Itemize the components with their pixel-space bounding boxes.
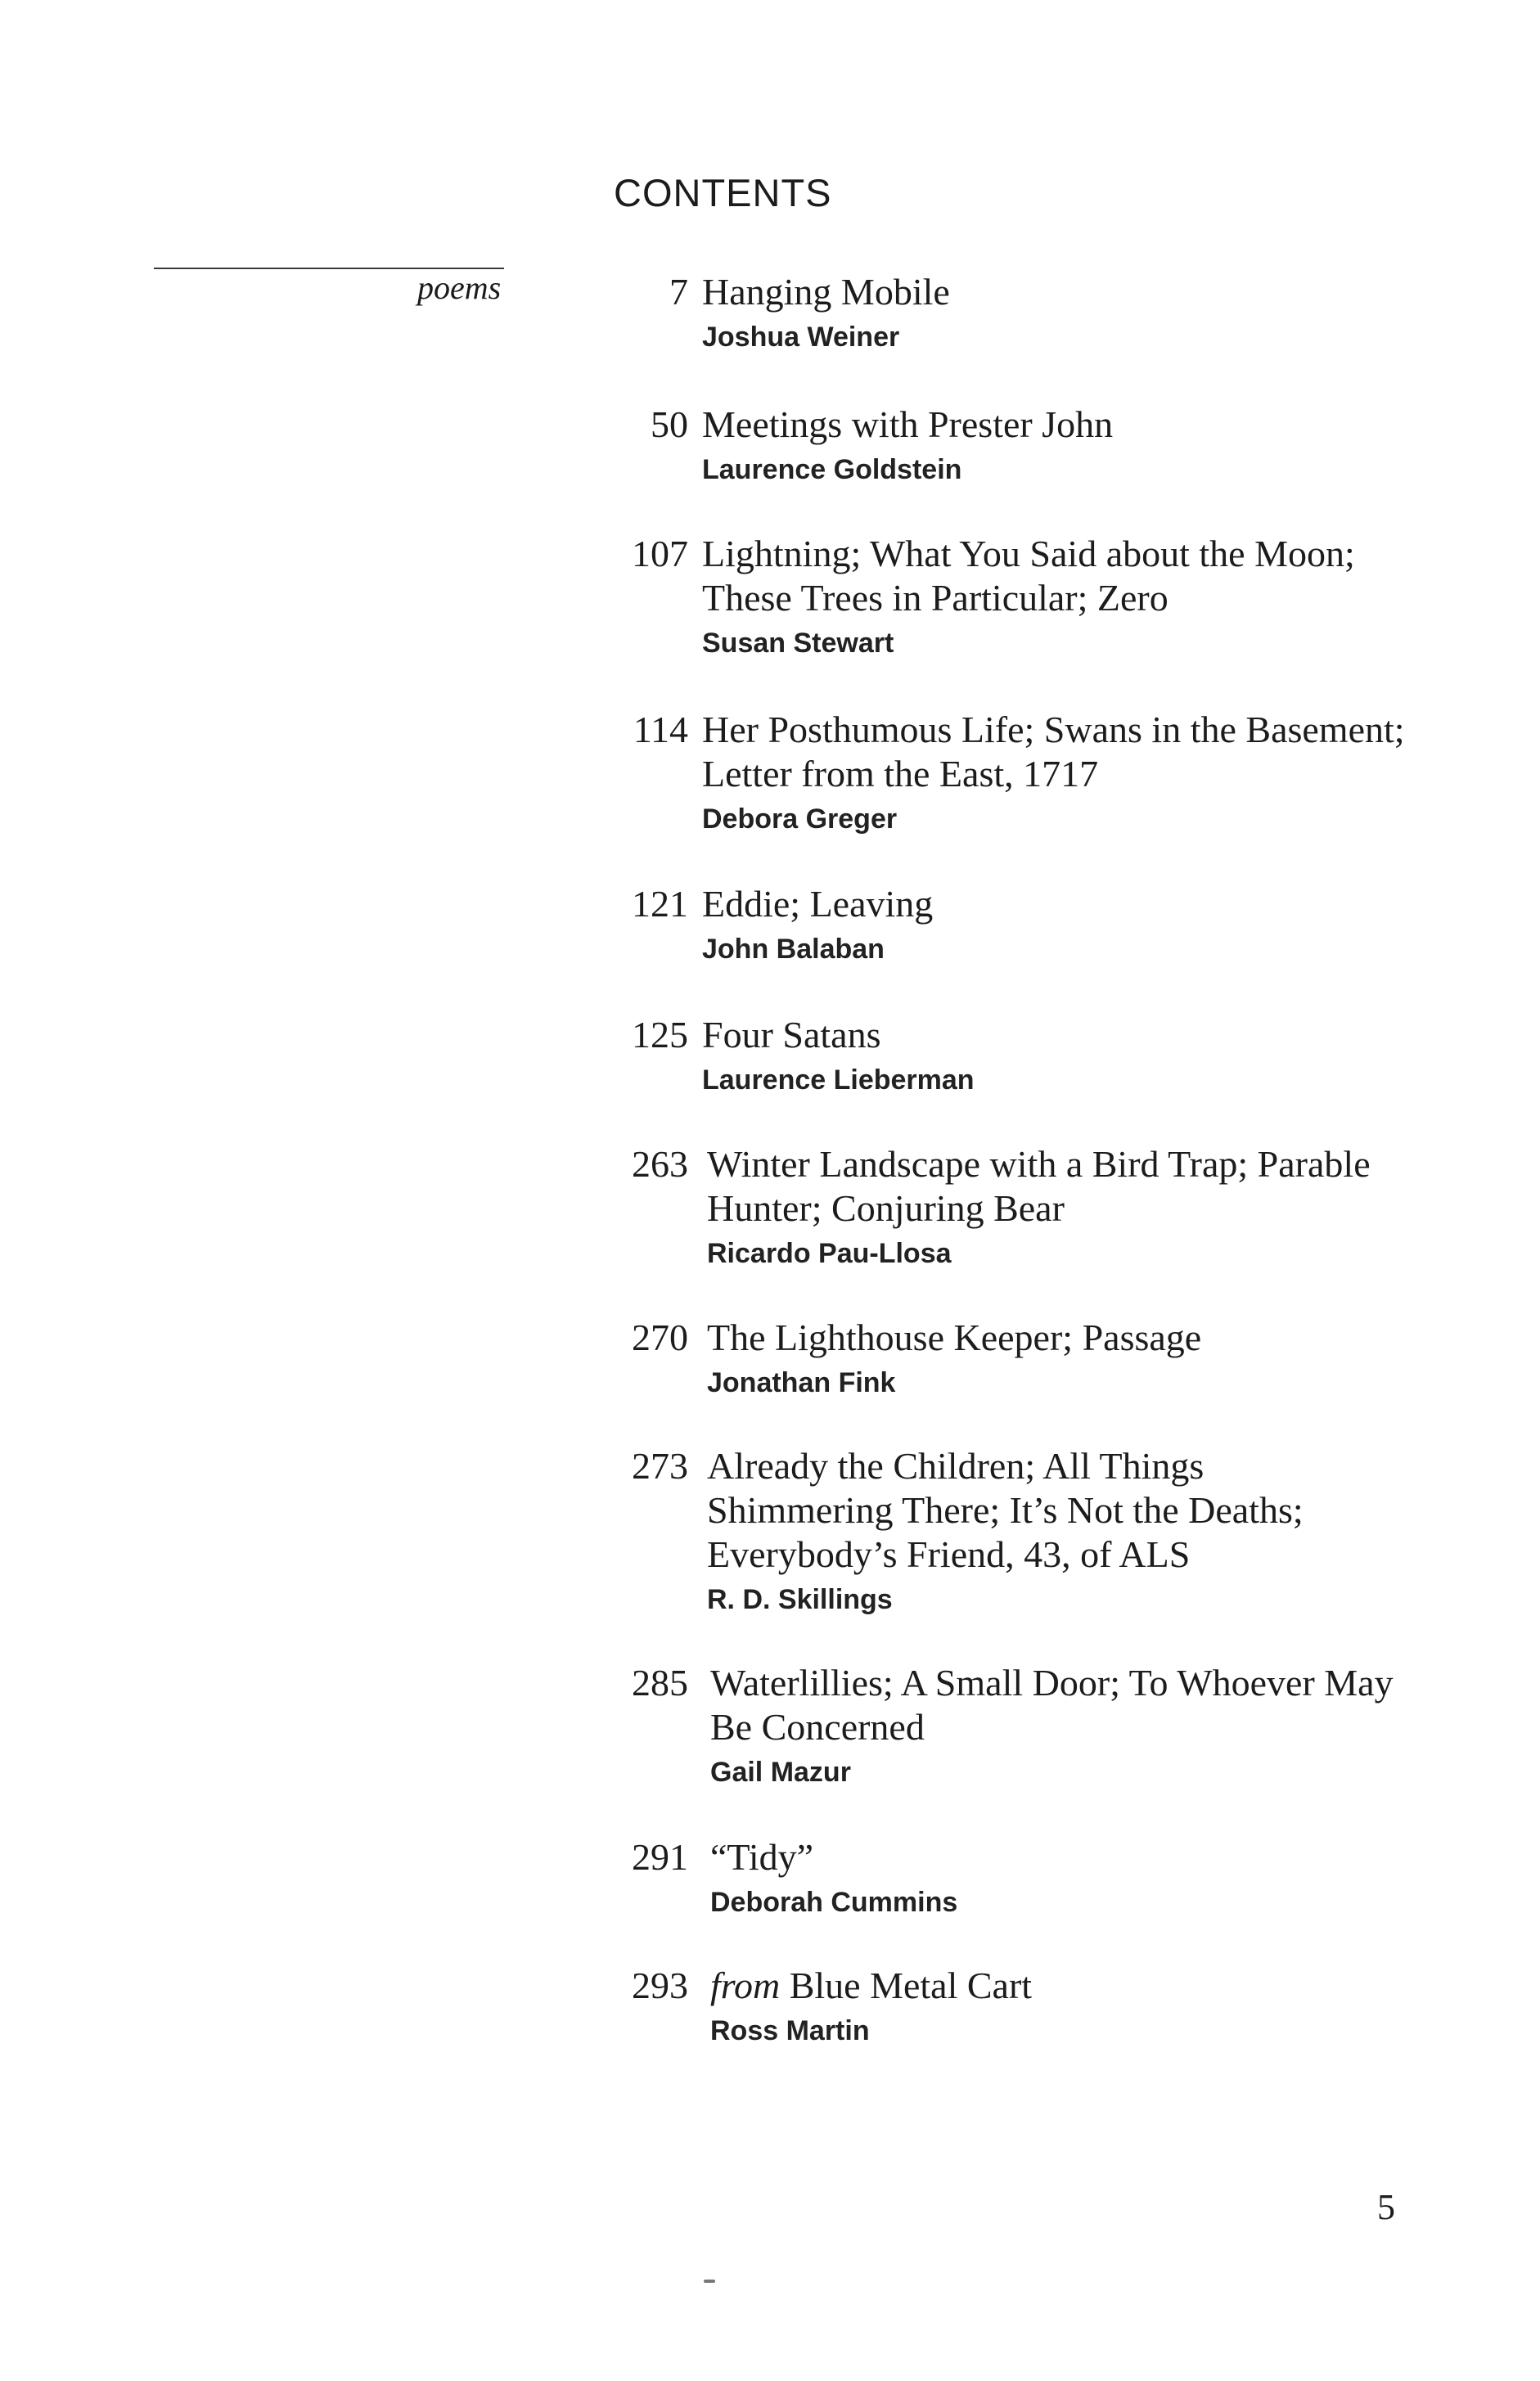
toc-title-line: “Tidy” xyxy=(710,1836,814,1878)
toc-title-block xyxy=(707,1142,1525,1270)
toc-title-line: The Lighthouse Keeper; Passage xyxy=(707,1317,1202,1358)
toc-title-block xyxy=(710,1964,1529,2047)
toc-author: Deborah Cummins xyxy=(710,1887,958,1918)
toc-title-line: These Trees in Particular; Zero xyxy=(702,577,1169,619)
toc-page-number: 121 xyxy=(632,883,688,925)
toc-page-number: 125 xyxy=(632,1014,688,1055)
toc-title-block xyxy=(702,270,1520,353)
toc-page-number: 273 xyxy=(632,1445,688,1487)
toc-author: Joshua Weiner xyxy=(702,322,900,353)
toc-author: John Balaban xyxy=(702,934,885,965)
toc-author: Laurence Goldstein xyxy=(702,454,962,485)
toc-title-block xyxy=(702,532,1520,659)
toc-author: Jonathan Fink xyxy=(707,1367,896,1398)
toc-page-number: 114 xyxy=(633,709,688,750)
toc-page-number: 285 xyxy=(632,1662,688,1704)
toc-author: Debora Greger xyxy=(702,803,898,835)
toc-title-line: Hanging Mobile xyxy=(702,271,950,313)
toc-author: Laurence Lieberman xyxy=(702,1064,975,1096)
toc-title-line: Waterlillies; A Small Door; To Whoever May xyxy=(710,1662,1394,1704)
toc-page-number: 291 xyxy=(632,1836,688,1878)
toc-title-line: Already the Children; All Things xyxy=(707,1445,1205,1487)
toc-title-line: Meetings with Prester John xyxy=(702,403,1114,445)
toc-page-number: 7 xyxy=(669,271,688,313)
toc-title-line: Lightning; What You Said about the Moon; xyxy=(702,533,1355,574)
section-label-poems: poems xyxy=(417,269,502,306)
toc-title-block xyxy=(707,1316,1525,1399)
toc-title-line: Winter Landscape with a Bird Trap; Parable xyxy=(707,1143,1371,1185)
toc-title-line: Be Concerned xyxy=(710,1706,925,1748)
toc-title-line: from Blue Metal Cart xyxy=(710,1965,1033,2006)
toc-title-line: Letter from the East, 1717 xyxy=(702,753,1099,794)
toc-title-prefix: from xyxy=(710,1965,781,2006)
toc-title-block xyxy=(702,882,1520,965)
toc-page-number: 293 xyxy=(632,1965,688,2006)
toc-title-line: Four Satans xyxy=(702,1014,881,1055)
page-title: CONTENTS xyxy=(614,171,832,214)
toc-title-block xyxy=(702,403,1520,486)
print-speck xyxy=(704,2280,715,2283)
toc-title-line: Shimmering There; It’s Not the Deaths; xyxy=(707,1489,1304,1531)
toc-page-number: 270 xyxy=(632,1317,688,1358)
toc-title-line: Eddie; Leaving xyxy=(702,883,934,925)
toc-page-number: 107 xyxy=(632,533,688,574)
toc-page-number: 50 xyxy=(651,403,688,445)
toc-title-block xyxy=(707,1444,1525,1616)
toc-author: Susan Stewart xyxy=(702,628,894,659)
toc-page-number: 263 xyxy=(632,1143,688,1185)
toc-author: Ricardo Pau-Llosa xyxy=(707,1238,952,1269)
toc-author: R. D. Skillings xyxy=(707,1584,893,1615)
page-number: 5 xyxy=(1377,2187,1395,2227)
toc-title-block xyxy=(702,1013,1520,1096)
toc-author: Gail Mazur xyxy=(710,1757,851,1788)
toc-author: Ross Martin xyxy=(710,2015,870,2046)
toc-title-block xyxy=(702,708,1520,835)
toc-title-line: Hunter; Conjuring Bear xyxy=(707,1187,1065,1229)
toc-title-block xyxy=(710,1835,1529,1919)
toc-title-line: Her Posthumous Life; Swans in the Basement; xyxy=(702,709,1405,750)
toc-title-line: Everybody’s Friend, 43, of ALS xyxy=(707,1533,1191,1575)
toc-title-block xyxy=(710,1661,1529,1789)
